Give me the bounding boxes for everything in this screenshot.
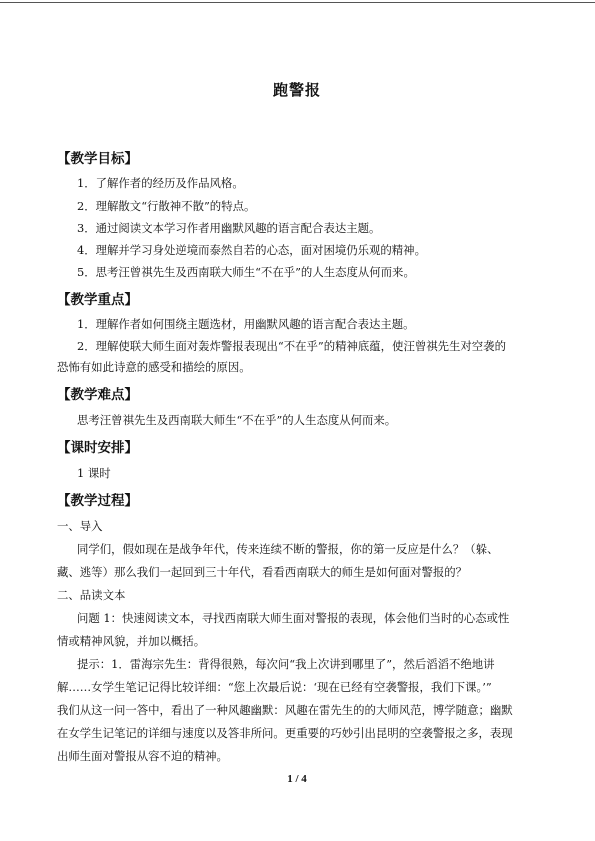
schedule-text: 1 课时	[77, 466, 111, 480]
process-part-1-title: 一、导入	[57, 519, 103, 533]
heading-goals: 【教学目标】	[57, 151, 138, 167]
hint-line-3: 我们从这一问一答中，看出了一种风趣幽默：风趣在雷先生的的大师风范，博学随意；幽默	[57, 703, 513, 717]
question-1-line-2: 情或精神风貌，并加以概括。	[57, 634, 206, 648]
goal-item-4: 4．理解并学习身处逆境而泰然自若的心态，面对困境仍乐观的精神。	[77, 243, 426, 257]
hint-line-1: 提示：1．雷海宗先生：背得很熟，每次问“我上次讲到哪里了”，然后滔滔不绝地讲	[77, 657, 495, 671]
heading-schedule: 【课时安排】	[57, 440, 138, 456]
goal-item-1: 1．了解作者的经历及作品风格。	[77, 176, 244, 190]
hint-line-5: 出师生面对警报从容不迫的精神。	[57, 749, 228, 763]
key-point-2-line-2: 恐怖有如此诗意的感受和描绘的原因。	[57, 360, 251, 374]
intro-line-1: 同学们，假如现在是战争年代，传来连续不断的警报，你的第一反应是什么？（躲、	[77, 542, 499, 556]
intro-line-2: 藏、逃等）那么我们一起回到三十年代，看看西南联大的师生是如何面对警报的？	[57, 565, 468, 579]
difficulty-text: 思考汪曾祺先生及西南联大师生“不在乎”的人生态度从何而来。	[77, 413, 397, 427]
hint-line-4: 在女学生记笔记的详细与速度以及答非所问。更重要的巧妙引出昆明的空袭警报之多，表现	[57, 726, 513, 740]
heading-difficulties: 【教学难点】	[57, 387, 138, 403]
hint-line-2: 解……女学生笔记记得比较详细：“您上次最后说：‘现在已经有空袭警报，我们下课。’”	[57, 680, 492, 694]
key-point-1: 1．理解作者如何围绕主题选材，用幽默风趣的语言配合表达主题。	[77, 317, 415, 331]
page-title: 跑警报	[272, 81, 321, 99]
question-1-line-1: 问题 1：快速阅读文本，寻找西南联大师生面对警报的表现，体会他们当时的心态或性	[77, 611, 510, 625]
process-part-2-title: 二、品读文本	[57, 588, 126, 602]
goal-item-2: 2．理解散文“行散神不散”的特点。	[77, 199, 256, 213]
key-point-2-line-1: 2．理解使联大师生面对轰炸警报表现出“不在乎”的精神底蕴，使汪曾祺先生对空袭的	[77, 339, 506, 353]
goal-item-5: 5．思考汪曾祺先生及西南联大师生“不在乎”的人生态度从何而来。	[77, 265, 415, 279]
heading-process: 【教学过程】	[57, 493, 138, 509]
heading-key-points: 【教学重点】	[57, 292, 138, 308]
goal-item-3: 3．通过阅读文本学习作者用幽默风趣的语言配合表达主题。	[77, 221, 381, 235]
page-number: 1 / 4	[287, 773, 307, 785]
top-rule	[0, 2, 595, 3]
